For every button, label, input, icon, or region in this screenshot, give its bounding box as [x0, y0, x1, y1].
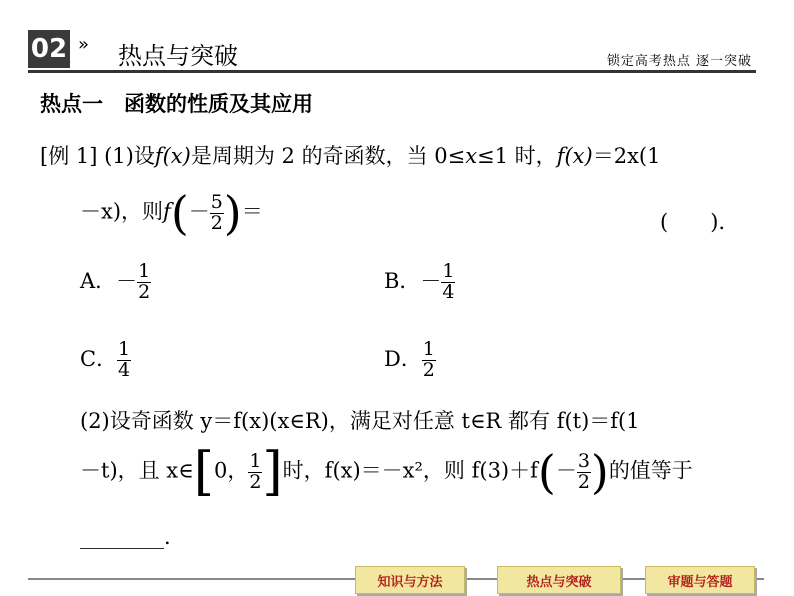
fraction-1-2	[248, 449, 262, 493]
option-b-fraction	[441, 262, 455, 303]
fraction-numerator: 1	[118, 338, 131, 360]
fraction-numerator: 1	[138, 260, 151, 282]
example1-text2: ≤1 时，	[477, 144, 557, 168]
fraction-denominator: 2	[422, 358, 435, 381]
left-paren: (	[170, 186, 189, 240]
example2-line2-c: 的值等于	[608, 458, 693, 483]
fraction-denominator: 2	[577, 470, 590, 493]
option-a-label: A．－	[80, 268, 138, 293]
fraction-denominator: 2	[249, 470, 262, 493]
fraction-numerator: 5	[210, 190, 223, 213]
x-symbol: x	[465, 144, 478, 168]
fraction-denominator: 4	[442, 280, 455, 303]
option-b	[384, 262, 455, 303]
answer-blank: ( ).	[660, 210, 726, 234]
fraction-numerator: 1	[249, 449, 262, 472]
option-c-label: C．	[80, 346, 118, 371]
nav-button-answering[interactable]: 审题与答题	[645, 566, 755, 594]
example1-prefix: [例 1] (1)设	[40, 144, 155, 168]
fraction-denominator: 4	[118, 358, 131, 381]
example2-line1: (2)设奇函数 y＝f(x)(x∈R)，满足对任意 t∈R 都有 f(t)＝f(1	[80, 409, 640, 433]
interval-left: 0，	[214, 458, 249, 483]
example1-end: ＝2x(1	[592, 144, 661, 168]
equals-sign: ＝	[241, 199, 263, 224]
fraction-denominator: 2	[138, 280, 151, 303]
header-slogan: 锁定高考热点 逐一突破	[606, 54, 752, 69]
fraction-numerator: 3	[577, 449, 590, 472]
example2-line2	[80, 442, 693, 502]
right-paren: )	[223, 186, 242, 240]
left-bracket: [	[193, 442, 214, 502]
option-a-fraction	[137, 262, 151, 303]
fraction-5-2	[210, 190, 224, 234]
nav-button-knowledge[interactable]: 知识与方法	[355, 566, 465, 594]
nav-button-hotspots[interactable]: 热点与突破	[497, 566, 621, 594]
option-c-fraction	[117, 340, 131, 381]
header-title: 热点与突破	[118, 42, 238, 70]
fx-symbol: f(x)	[154, 144, 191, 168]
right-bracket: ]	[262, 442, 283, 502]
option-b-label: B．－	[384, 268, 442, 293]
example1-line2	[80, 186, 263, 240]
fraction-numerator: 1	[422, 338, 435, 360]
section-title: 热点一 函数的性质及其应用	[40, 92, 313, 116]
fraction-3-2	[577, 449, 591, 493]
option-d-fraction	[422, 340, 436, 381]
chevron-icon: »	[78, 34, 90, 55]
option-d	[384, 340, 436, 381]
example2-line2-b: 时，f(x)＝－x²，则 f(3)＋f	[282, 458, 538, 483]
fraction-numerator: 1	[442, 260, 455, 282]
option-a	[80, 262, 151, 303]
minus-sign: －	[188, 199, 210, 224]
left-paren-2: (	[537, 445, 556, 499]
header-divider	[28, 70, 756, 73]
section-number-badge: 02	[28, 30, 70, 68]
f-symbol: f	[163, 199, 171, 224]
minus-sign-2: －	[555, 458, 577, 483]
example1-line2-start: －x)，则	[80, 199, 164, 224]
option-d-label: D．	[384, 346, 422, 371]
option-c	[80, 340, 131, 381]
right-paren-2: )	[590, 445, 609, 499]
fx-symbol-2: f(x)	[556, 144, 593, 168]
example2-line2-a: －t)，且 x∈	[80, 458, 194, 483]
example1-line1	[40, 140, 660, 170]
example1-text: 是周期为 2 的奇函数，当 0≤	[190, 144, 466, 168]
example2-answer-line: ________.	[80, 525, 171, 549]
fraction-denominator: 2	[210, 211, 223, 234]
